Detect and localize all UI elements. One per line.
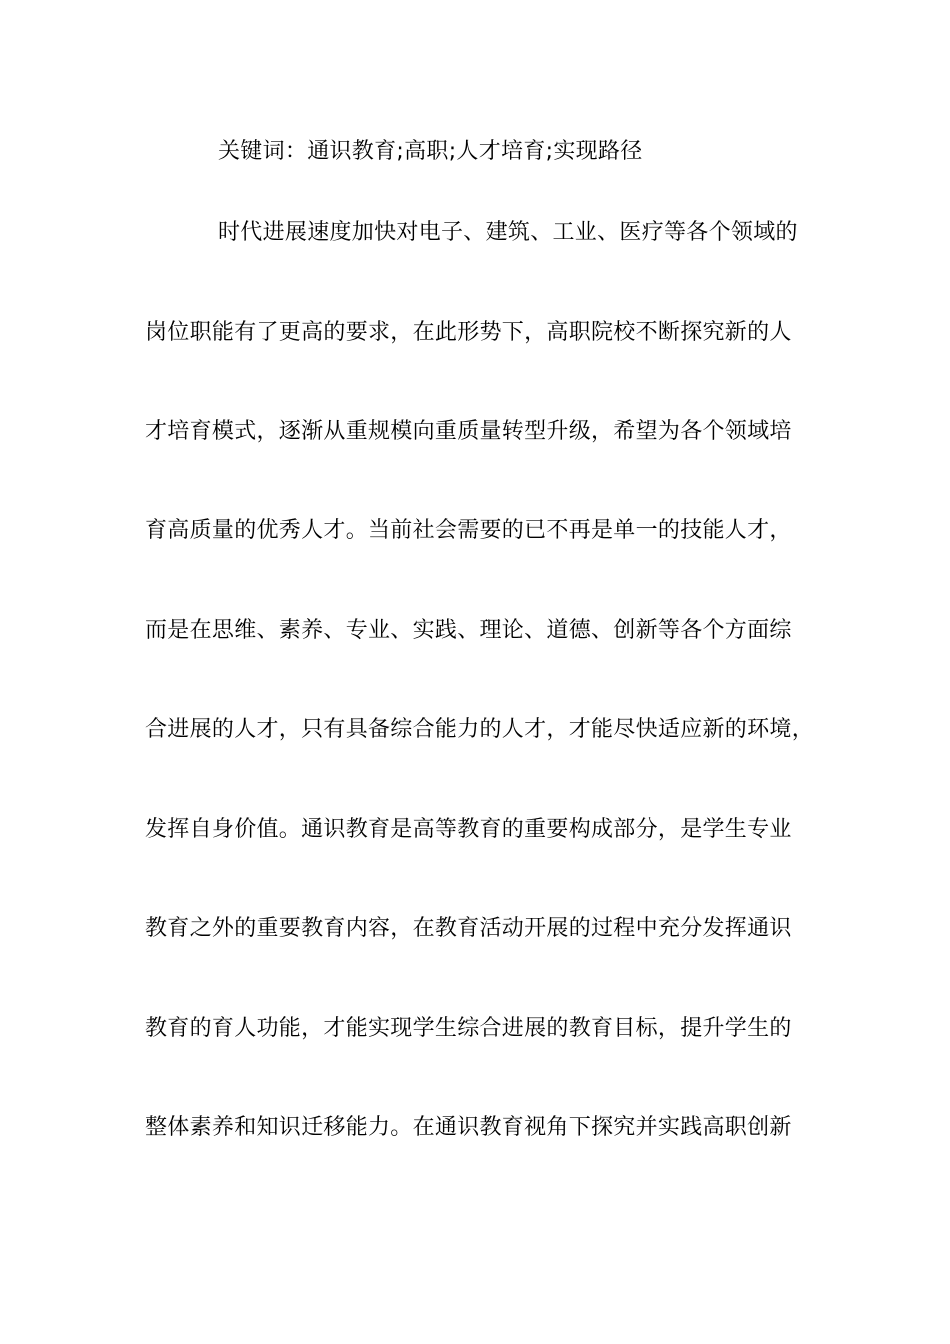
- paragraph-line-6: 合进展的人才，只有具备综合能力的人才，才能尽快适应新的环境，: [145, 717, 815, 742]
- paragraph-line-8: 教育之外的重要教育内容，在教育活动开展的过程中充分发挥通识: [145, 916, 792, 941]
- paragraph-line-7: 发挥自身价值。通识教育是高等教育的重要构成部分，是学生专业: [145, 817, 792, 842]
- keywords-line: 关键词：通识教育;高职;人才培育;实现路径: [218, 139, 643, 164]
- paragraph-line-9: 教育的育人功能，才能实现学生综合进展的教育目标，提升学生的: [145, 1016, 792, 1041]
- paragraph-line-3: 才培育模式，逐渐从重规模向重质量转型升级，希望为各个领域培: [145, 419, 792, 444]
- paragraph-line-1: 时代进展速度加快对电子、建筑、工业、医疗等各个领域的: [218, 220, 798, 245]
- paragraph-line-4: 育高质量的优秀人才。当前社会需要的已不再是单一的技能人才，: [145, 518, 792, 543]
- paragraph-line-2: 岗位职能有了更高的要求，在此形势下，高职院校不断探究新的人: [145, 320, 792, 345]
- paragraph-line-10: 整体素养和知识迁移能力。在通识教育视角下探究并实践高职创新: [145, 1115, 792, 1140]
- paragraph-line-5: 而是在思维、素养、专业、实践、理论、道德、创新等各个方面综: [145, 618, 792, 643]
